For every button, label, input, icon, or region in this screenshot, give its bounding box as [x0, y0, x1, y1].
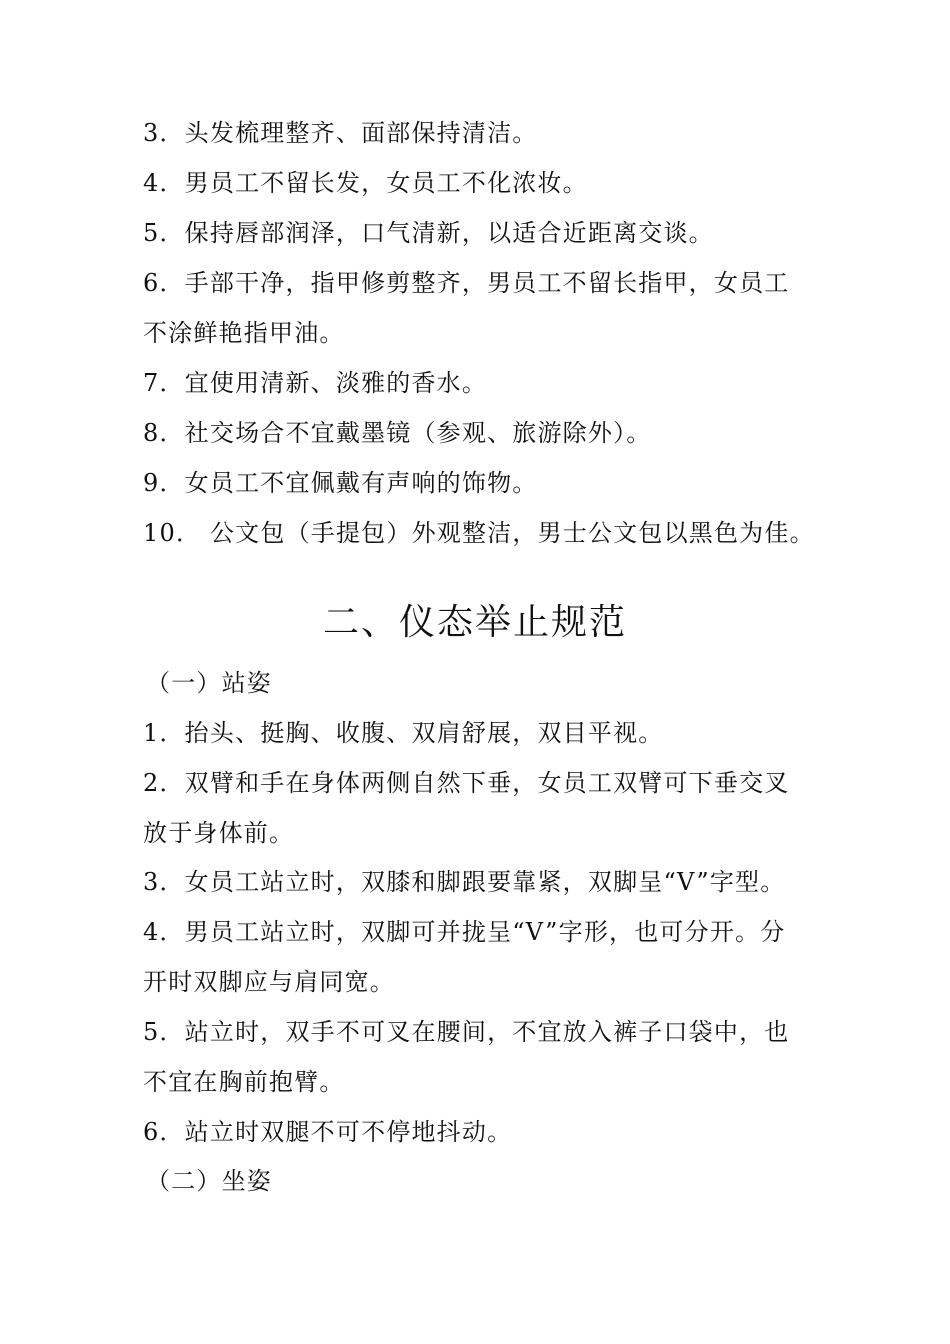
- paragraph-line: 7．宜使用清新、淡雅的香水。: [143, 369, 488, 397]
- paragraph-line: 6．手部干净，指甲修剪整齐，男员工不留长指甲，女员工: [143, 269, 790, 297]
- paragraph-line: 5．保持唇部润泽，口气清新，以适合近距离交谈。: [143, 219, 714, 247]
- paragraph-line: 1．抬头、挺胸、收腹、双肩舒展，双目平视。: [143, 719, 664, 747]
- paragraph-line: 10． 公文包（手提包）外观整洁，男士公文包以黑色为佳。: [143, 519, 815, 547]
- paragraph-line: 2．双臂和手在身体两侧自然下垂，女员工双臂可下垂交叉: [143, 769, 790, 797]
- paragraph-line: 不涂鲜艳指甲油。: [143, 319, 345, 347]
- paragraph-line: 6．站立时双腿不可不停地抖动。: [143, 1118, 513, 1146]
- paragraph-line: 4．男员工站立时，双脚可并拢呈“V”字形，也可分开。分: [143, 918, 786, 946]
- paragraph-line: 不宜在胸前抱臂。: [143, 1068, 345, 1096]
- paragraph-line: 9．女员工不宜佩戴有声响的饰物。: [143, 469, 538, 497]
- paragraph-line: 放于身体前。: [143, 819, 295, 847]
- paragraph-line: 4．男员工不留长发，女员工不化浓妆。: [143, 169, 588, 197]
- section-heading: 二、仪态举止规范: [322, 602, 627, 643]
- paragraph-line: 3．头发梳理整齐、面部保持清洁。: [143, 119, 538, 147]
- paragraph-line: 开时双脚应与肩同宽。: [143, 968, 395, 996]
- paragraph-line: 8．社交场合不宜戴墨镜（参观、旅游除外）。: [143, 419, 652, 447]
- subsection-heading: （二）坐姿: [146, 1167, 272, 1195]
- paragraph-line: 3．女员工站立时，双膝和脚跟要靠紧，双脚呈“V”字型。: [143, 868, 786, 896]
- subsection-heading: （一）站姿: [146, 669, 272, 697]
- paragraph-line: 5．站立时，双手不可叉在腰间，不宜放入裤子口袋中，也: [143, 1018, 790, 1046]
